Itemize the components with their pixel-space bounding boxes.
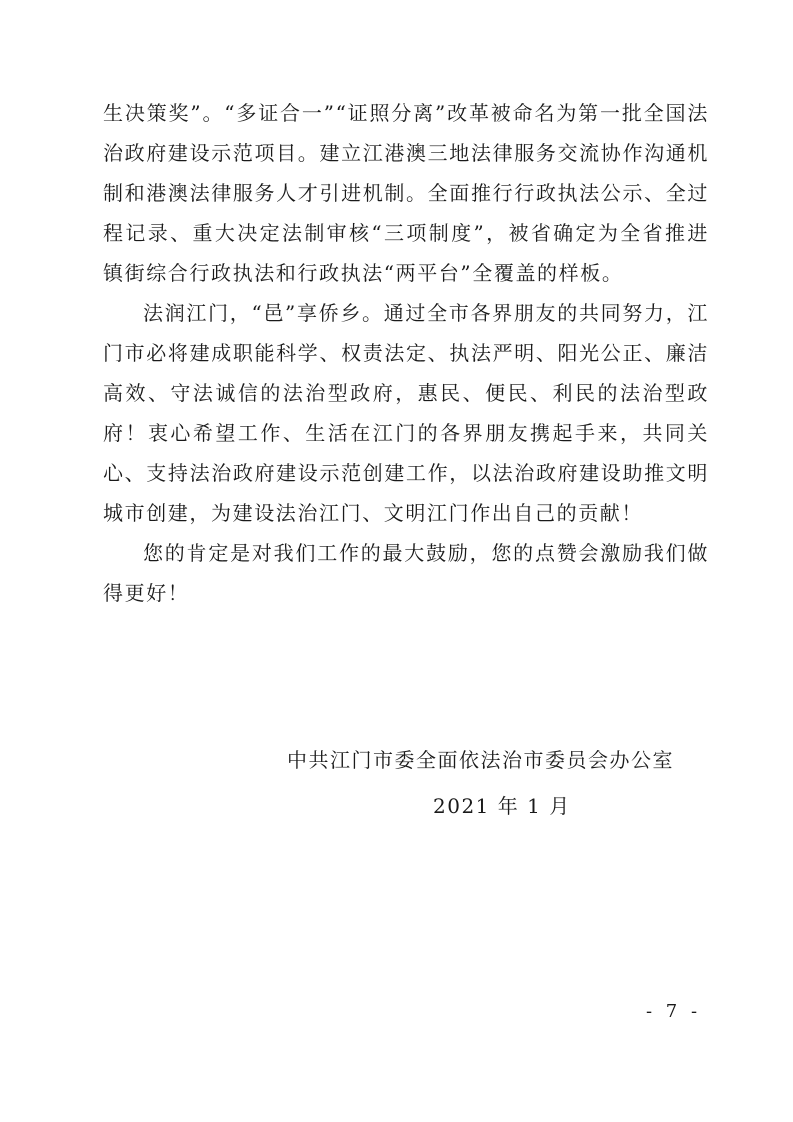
signature-date: 2021 年 1 月 xyxy=(433,794,571,818)
body-text xyxy=(103,93,709,613)
paragraph: 法润江门，“邑”享侨乡。通过全市各界朋友的共同努力，江门市必将建成职能科学、权责法定、执法严明、阳光公正、廉洁高效、守法诚信的法治型政府，惠民、便民、利民的法治型政府！衷心希望工作、生活在江门的各界朋友携起手来，共同关心、支持法治政府建设示范创建工作，以法治政府建设助推文明城市创建，为建设法治江门、文明江门作出自己的贡献！ xyxy=(103,301,709,525)
page-number: - 7 - xyxy=(646,1001,702,1022)
paragraph: 您的肯定是对我们工作的最大鼓励，您的点赞会激励我们做得更好！ xyxy=(103,541,709,605)
signature-organization: 中共江门市委全面依法治市委员会办公室 xyxy=(287,748,674,772)
paragraph-continued: 生决策奖”。“多证合一”“证照分离”改革被命名为第一批全国法治政府建设示范项目。建立江港澳三地法律服务交流协作沟通机制和港澳法律服务人才引进机制。全面推行行政执法公示、全过程记录、重大决定法制审核“三项制度”，被省确定为全省推进镇街综合行政执法和行政执法“两平台”全覆盖的样板。 xyxy=(103,101,709,285)
signature-block xyxy=(287,743,727,823)
